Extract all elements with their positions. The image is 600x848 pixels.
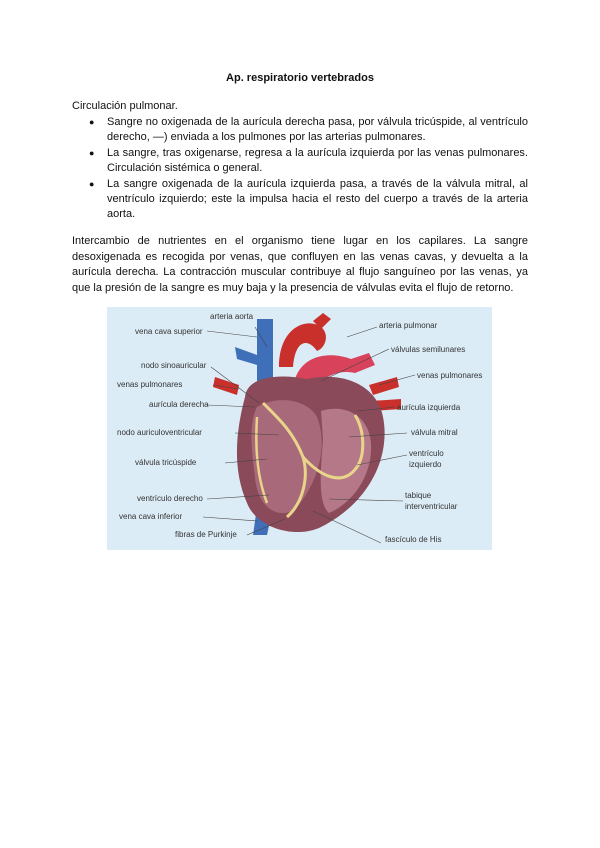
label-tabique-line2: interventricular [405, 502, 458, 511]
list-item [72, 115, 528, 145]
bullet-icon: ● [89, 117, 95, 127]
label-valvula-tricuspide: válvula tricúspide [135, 458, 197, 467]
label-valvula-mitral: válvula mitral [411, 428, 458, 437]
label-tabique-line1: tabique [405, 491, 432, 500]
label-arteria-aorta: arteria aorta [210, 312, 254, 321]
label-venas-pulmonares-left: venas pulmonares [117, 380, 183, 389]
list-item-text: La sangre, tras oxigenarse, regresa a la aurícula izquierda por las venas pulmonares. Circulación sistémica o general. [107, 147, 528, 174]
bullet-list [72, 115, 528, 223]
body-paragraph: Intercambio de nutrientes en el organismo tiene lugar en los capilares. La sangre desoxigenada es recogida por venas, que confluyen en las venas cavas, y devuelta a la aurícula derecha. La contracción muscular contribuye al flujo sanguíneo por las venas, ya que la presión de la sangre es muy baja y la presencia de válvulas evita el flujo de retorno. [72, 235, 528, 294]
label-nodo-sinoauricular: nodo sinoauricular [141, 361, 207, 370]
label-fibras-purkinje: fibras de Purkinje [175, 530, 237, 539]
label-vena-cava-superior: vena cava superior [135, 327, 203, 336]
list-item-text: La sangre oxigenada de la aurícula izquierda pasa, a través de la válvula mitral, al ventrículo izquierdo; este la impulsa hacia el resto del cuerpo a través de la arteria aorta. [107, 178, 528, 220]
bullet-icon: ● [89, 148, 95, 158]
label-venas-pulmonares-right: venas pulmonares [417, 371, 483, 380]
label-ventriculo-izquierdo-line2: izquierdo [409, 460, 442, 469]
label-auricula-izquierda: aurícula izquierda [397, 403, 461, 412]
label-arteria-pulmonar: arteria pulmonar [379, 321, 438, 330]
label-fasciculo-his: fascículo de His [385, 535, 442, 544]
label-ventriculo-derecho: ventrículo derecho [137, 494, 203, 503]
label-auricula-derecha: aurícula derecha [149, 400, 209, 409]
section-heading: Circulación pulmonar. [72, 100, 178, 112]
label-nodo-auriculoventricular: nodo auriculoventricular [117, 428, 202, 437]
document-title: Ap. respiratorio vertebrados [226, 72, 374, 84]
list-item [72, 146, 528, 176]
bullet-icon: ● [89, 179, 95, 189]
list-item-text: Sangre no oxigenada de la aurícula derecha pasa, por válvula tricúspide, al ventrículo derecho, —) enviada a los pulmones por las arterias pulmonares. [107, 116, 528, 143]
label-ventriculo-izquierdo-line1: ventrículo [409, 449, 444, 458]
heart-diagram [107, 307, 492, 550]
label-vena-cava-inferior: vena cava inferior [119, 512, 183, 521]
list-item [72, 177, 528, 222]
label-valvulas-semilunares: válvulas semilunares [391, 345, 466, 354]
